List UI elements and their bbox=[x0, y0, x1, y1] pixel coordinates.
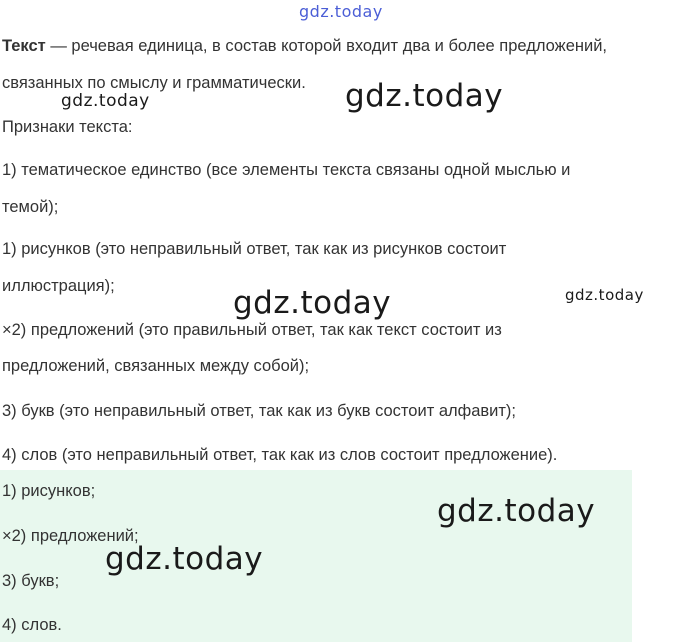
option-1-line-2: иллюстрация); bbox=[2, 277, 115, 295]
watermark: gdz.today bbox=[233, 285, 392, 321]
definition-line-1 bbox=[2, 36, 607, 56]
definition-line-2: связанных по смыслу и грамматически. bbox=[2, 74, 306, 92]
definition-text: — речевая единица, в состав которой входит два и более предложений, bbox=[45, 37, 608, 55]
answer-1: 1) рисунков; bbox=[2, 482, 96, 500]
answer-3: 3) букв; bbox=[2, 572, 60, 590]
option-4: 4) слов (это неправильный ответ, так как из слов состоит предложение). bbox=[2, 446, 558, 464]
watermark: gdz.today bbox=[105, 541, 264, 577]
term: Текст bbox=[2, 37, 46, 55]
answer-4: 4) слов. bbox=[2, 616, 62, 634]
option-1-line-1: 1) рисунков (это неправильный ответ, так как из рисунков состоит bbox=[2, 240, 507, 258]
option-3: 3) букв (это неправильный ответ, так как из букв состоит алфавит); bbox=[2, 402, 517, 420]
watermark: gdz.today bbox=[345, 78, 504, 114]
features-heading: Признаки текста: bbox=[2, 118, 133, 136]
answer-2: ×2) предложений; bbox=[2, 527, 139, 545]
option-2-line-1: ×2) предложений (это правильный ответ, так как текст состоит из bbox=[2, 321, 502, 339]
option-2-line-2: предложений, связанных между собой); bbox=[2, 357, 310, 375]
feature-1-line-1: 1) тематическое единство (все элементы текста связаны одной мыслью и bbox=[2, 161, 571, 179]
watermark: gdz.today bbox=[565, 286, 644, 304]
watermark-top: gdz.today bbox=[299, 2, 383, 21]
watermark: gdz.today bbox=[61, 91, 150, 111]
watermark: gdz.today bbox=[437, 493, 596, 529]
feature-1-line-2: темой); bbox=[2, 198, 59, 216]
